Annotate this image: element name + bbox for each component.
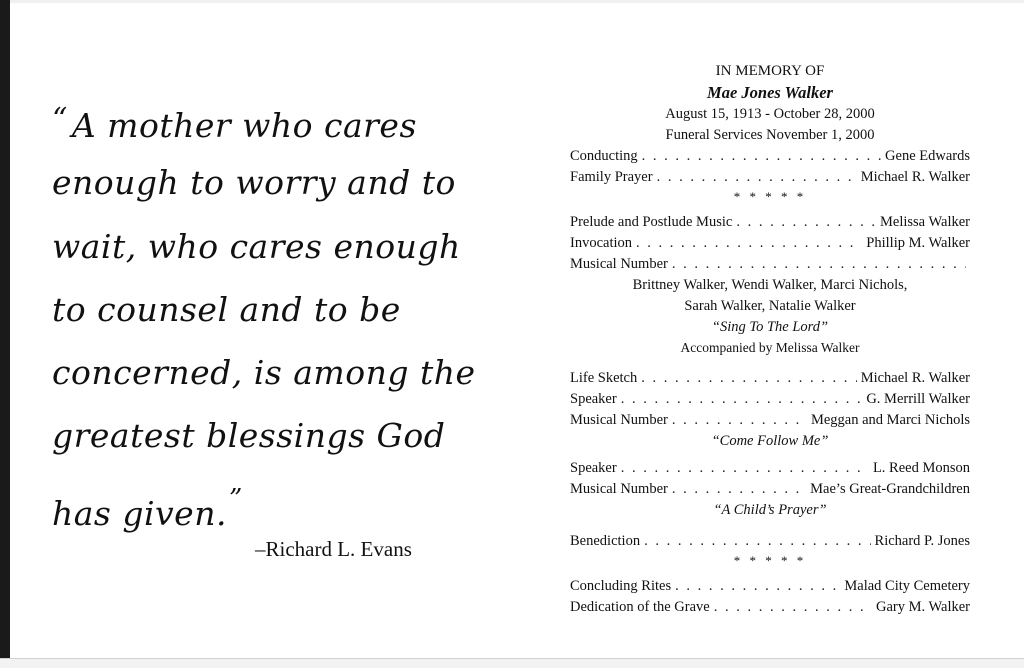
program-role: Life Sketch xyxy=(570,370,638,386)
program-row-invocation xyxy=(570,233,970,254)
program-row-concluding-rites xyxy=(570,576,970,597)
service-date: Funeral Services November 1, 2000 xyxy=(665,127,875,143)
performers-line-2: Sarah Walker, Natalie Walker xyxy=(684,298,856,314)
leader-dots xyxy=(621,389,863,410)
scan-left-edge xyxy=(0,0,10,667)
performers-line-1: Brittney Walker, Wendi Walker, Marci Nichols, xyxy=(632,277,908,293)
quote-line-2: enough to worry and to xyxy=(52,163,456,203)
program-person: Richard P. Jones xyxy=(874,533,970,549)
leader-dots xyxy=(672,410,807,431)
quote-close-mark: ” xyxy=(228,483,243,514)
program-row-musical-number-2 xyxy=(570,410,970,431)
scan-top-edge xyxy=(10,0,1024,3)
program-person: Gary M. Walker xyxy=(876,599,970,615)
accompanist-line: Accompanied by Melissa Walker xyxy=(680,340,860,355)
quote-line-6: greatest blessings God xyxy=(52,416,446,456)
leader-dots xyxy=(672,254,966,275)
leader-dots xyxy=(644,531,870,552)
program-role: Invocation xyxy=(570,235,633,251)
program-role: Musical Number xyxy=(570,256,668,272)
program-row-musical-number-1 xyxy=(570,254,970,275)
quote-text: has given. xyxy=(52,493,227,533)
leader-dots xyxy=(621,458,869,479)
funeral-program xyxy=(570,60,970,618)
quote-line-1 xyxy=(52,88,472,151)
program-person: G. Merrill Walker xyxy=(866,391,970,407)
memory-heading: IN MEMORY OF xyxy=(715,63,825,79)
leader-dots xyxy=(736,212,876,233)
program-role: Benediction xyxy=(570,533,641,549)
program-role: Musical Number xyxy=(570,412,668,428)
program-row-speaker-2 xyxy=(570,458,970,479)
leader-dots xyxy=(636,233,862,254)
program-role: Speaker xyxy=(570,460,617,476)
leader-dots xyxy=(642,146,881,167)
song-title-3: “A Child’s Prayer” xyxy=(713,502,827,518)
program-row-benediction xyxy=(570,531,970,552)
deceased-name: Mae Jones Walker xyxy=(707,83,833,102)
program-row-dedication xyxy=(570,597,970,618)
program-role: Prelude and Postlude Music xyxy=(570,214,733,230)
program-person: Gene Edwards xyxy=(885,148,970,164)
leader-dots xyxy=(641,368,856,389)
leader-dots xyxy=(714,597,872,618)
song-title-2: “Come Follow Me” xyxy=(711,433,829,449)
life-dates: August 15, 1913 - October 28, 2000 xyxy=(665,106,875,122)
leader-dots xyxy=(675,576,840,597)
leader-dots xyxy=(657,167,857,188)
song-title-1: “Sing To The Lord” xyxy=(711,319,829,335)
quote-open-mark: “ xyxy=(52,102,68,137)
program-person: Phillip M. Walker xyxy=(866,235,970,251)
program-row-conducting xyxy=(570,146,970,167)
star-separator: * * * * * xyxy=(733,189,807,204)
program-person: Melissa Walker xyxy=(880,214,970,230)
program-row-family-prayer xyxy=(570,167,970,188)
program-role: Family Prayer xyxy=(570,169,653,185)
program-role: Conducting xyxy=(570,148,638,164)
star-separator: * * * * * xyxy=(733,553,807,568)
quote-line-5: concerned, is among the xyxy=(52,353,476,393)
program-row-life-sketch xyxy=(570,368,970,389)
program-person: Mae’s Great-Grandchildren xyxy=(810,481,970,497)
program-role: Speaker xyxy=(570,391,617,407)
program-person: Meggan and Marci Nichols xyxy=(810,412,970,428)
quote-text: A mother who cares xyxy=(71,106,417,145)
leader-dots xyxy=(672,479,806,500)
program-person: L. Reed Monson xyxy=(872,460,970,476)
program-row-musical-number-3 xyxy=(570,479,970,500)
quote-line-4: to counsel and to be xyxy=(52,289,401,329)
quote-line-7 xyxy=(52,468,472,531)
program-row-speaker-1 xyxy=(570,389,970,410)
program-person: Malad City Cemetery xyxy=(844,578,970,594)
program-person: Michael R. Walker xyxy=(860,169,970,185)
quote-panel xyxy=(52,88,476,533)
program-person: Michael R. Walker xyxy=(860,370,970,386)
program-row-prelude xyxy=(570,212,970,233)
quote-line-3: wait, who cares enough xyxy=(52,226,461,266)
program-role: Musical Number xyxy=(570,481,668,497)
program-role: Dedication of the Grave xyxy=(570,599,710,615)
quote-attribution: –Richard L. Evans xyxy=(255,537,412,561)
program-role: Concluding Rites xyxy=(570,578,672,594)
